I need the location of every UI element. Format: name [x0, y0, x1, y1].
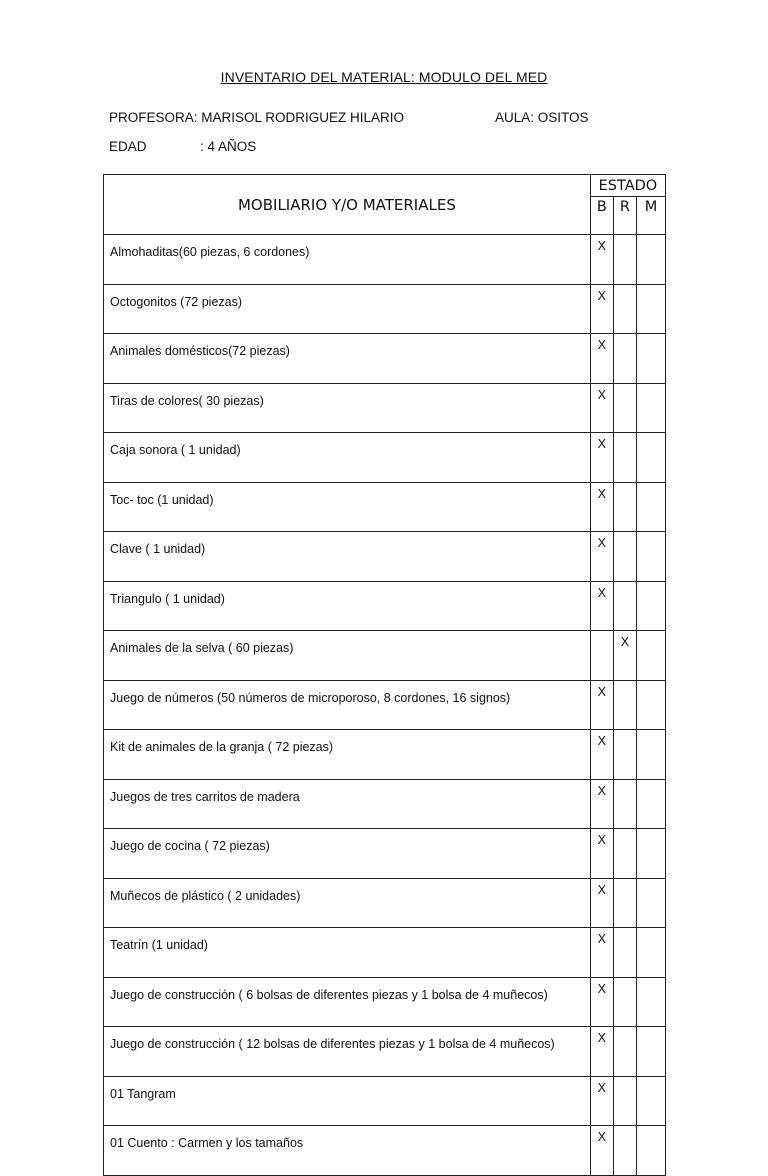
status-b-cell: X [590, 680, 613, 730]
status-r-cell: X [613, 631, 636, 681]
item-name-cell: Tiras de colores( 30 piezas) [104, 383, 591, 433]
table-row [104, 829, 666, 879]
status-r-cell [613, 779, 636, 829]
table-row [104, 1027, 666, 1077]
status-b-cell: X [590, 284, 613, 334]
status-r-cell [613, 928, 636, 978]
status-r-cell [613, 829, 636, 879]
status-b-cell: X [590, 235, 613, 285]
status-b-cell [590, 631, 613, 681]
status-r-cell [613, 235, 636, 285]
inventory-table [103, 174, 666, 1176]
status-m-cell [636, 829, 665, 879]
status-b-cell: X [590, 1027, 613, 1077]
table-row [104, 680, 666, 730]
status-m-cell [636, 334, 665, 384]
table-row [104, 1126, 666, 1176]
status-m-cell [636, 532, 665, 582]
status-b-cell: X [590, 928, 613, 978]
table-row [104, 631, 666, 681]
status-m-cell [636, 1027, 665, 1077]
table-row [104, 928, 666, 978]
document-title: INVENTARIO DEL MATERIAL: MODULO DEL MED [220, 69, 548, 85]
status-r-cell [613, 334, 636, 384]
status-b-cell: X [590, 433, 613, 483]
status-r-cell [613, 284, 636, 334]
status-r-cell [613, 730, 636, 780]
table-row [104, 977, 666, 1027]
table-row [104, 284, 666, 334]
status-m-cell [636, 482, 665, 532]
status-b-header: B [590, 197, 613, 235]
status-r-cell [613, 1027, 636, 1077]
item-name-cell: Juego de números (50 números de microporoso, 8 cordones, 16 signos) [104, 680, 591, 730]
table-row [104, 235, 666, 285]
status-r-cell [613, 383, 636, 433]
status-m-cell [636, 928, 665, 978]
status-m-header: M [636, 197, 665, 235]
table-row [104, 532, 666, 582]
status-r-cell [613, 977, 636, 1027]
status-r-cell [613, 1076, 636, 1126]
table-row [104, 878, 666, 928]
status-m-cell [636, 1076, 665, 1126]
status-m-cell [636, 730, 665, 780]
item-name-cell: 01 Tangram [104, 1076, 591, 1126]
status-b-cell: X [590, 779, 613, 829]
classroom-name: AULA: OSITOS [495, 110, 589, 125]
item-name-cell: Muñecos de plástico ( 2 unidades) [104, 878, 591, 928]
status-b-cell: X [590, 977, 613, 1027]
status-m-cell [636, 1126, 665, 1176]
teacher-line [109, 110, 404, 125]
status-m-cell [636, 977, 665, 1027]
teacher-name: PROFESORA: MARISOL RODRIGUEZ HILARIO [109, 110, 405, 125]
table-row [104, 334, 666, 384]
item-name-cell: Octogonitos (72 piezas) [104, 284, 591, 334]
status-m-cell [636, 235, 665, 285]
status-b-cell: X [590, 532, 613, 582]
status-b-cell: X [590, 383, 613, 433]
status-r-cell [613, 1126, 636, 1176]
table-row [104, 482, 666, 532]
status-b-cell: X [590, 730, 613, 780]
status-b-cell: X [590, 1076, 613, 1126]
status-b-cell: X [590, 581, 613, 631]
item-name-cell: Triangulo ( 1 unidad) [104, 581, 591, 631]
status-r-header: R [613, 197, 636, 235]
table-row [104, 433, 666, 483]
item-name-cell: Animales domésticos(72 piezas) [104, 334, 591, 384]
status-r-cell [613, 482, 636, 532]
status-b-cell: X [590, 482, 613, 532]
item-name-cell: Kit de animales de la granja ( 72 piezas) [104, 730, 591, 780]
status-r-cell [613, 433, 636, 483]
item-name-cell: Juego de construcción ( 6 bolsas de diferentes piezas y 1 bolsa de 4 muñecos) [104, 977, 591, 1027]
status-m-cell [636, 433, 665, 483]
item-name-cell: Toc- toc (1 unidad) [104, 482, 591, 532]
status-m-cell [636, 581, 665, 631]
status-m-cell [636, 284, 665, 334]
item-name-cell: Caja sonora ( 1 unidad) [104, 433, 591, 483]
classroom-line [495, 110, 589, 125]
status-b-cell: X [590, 878, 613, 928]
status-m-cell [636, 779, 665, 829]
status-b-cell: X [590, 1126, 613, 1176]
table-row [104, 1076, 666, 1126]
age-value: : 4 AÑOS [200, 139, 257, 154]
status-column-header: ESTADO [590, 175, 665, 197]
status-m-cell [636, 383, 665, 433]
status-r-cell [613, 532, 636, 582]
status-b-cell: X [590, 829, 613, 879]
status-m-cell [636, 631, 665, 681]
item-name-cell: 01 Cuento : Carmen y los tamaños [104, 1126, 591, 1176]
status-m-cell [636, 878, 665, 928]
table-row [104, 581, 666, 631]
item-name-cell: Juego de cocina ( 72 piezas) [104, 829, 591, 879]
item-name-cell: Animales de la selva ( 60 piezas) [104, 631, 591, 681]
age-label: EDAD [109, 139, 147, 154]
status-r-cell [613, 581, 636, 631]
item-name-cell: Almohaditas(60 piezas, 6 cordones) [104, 235, 591, 285]
status-b-cell: X [590, 334, 613, 384]
items-column-header: MOBILIARIO Y/O MATERIALES [104, 175, 591, 235]
status-r-cell [613, 878, 636, 928]
item-name-cell: Clave ( 1 unidad) [104, 532, 591, 582]
table-row [104, 383, 666, 433]
table-row [104, 779, 666, 829]
item-name-cell: Teatrín (1 unidad) [104, 928, 591, 978]
item-name-cell: Juegos de tres carritos de madera [104, 779, 591, 829]
status-r-cell [613, 680, 636, 730]
table-row [104, 730, 666, 780]
item-name-cell: Juego de construcción ( 12 bolsas de diferentes piezas y 1 bolsa de 4 muñecos) [104, 1027, 591, 1077]
status-m-cell [636, 680, 665, 730]
